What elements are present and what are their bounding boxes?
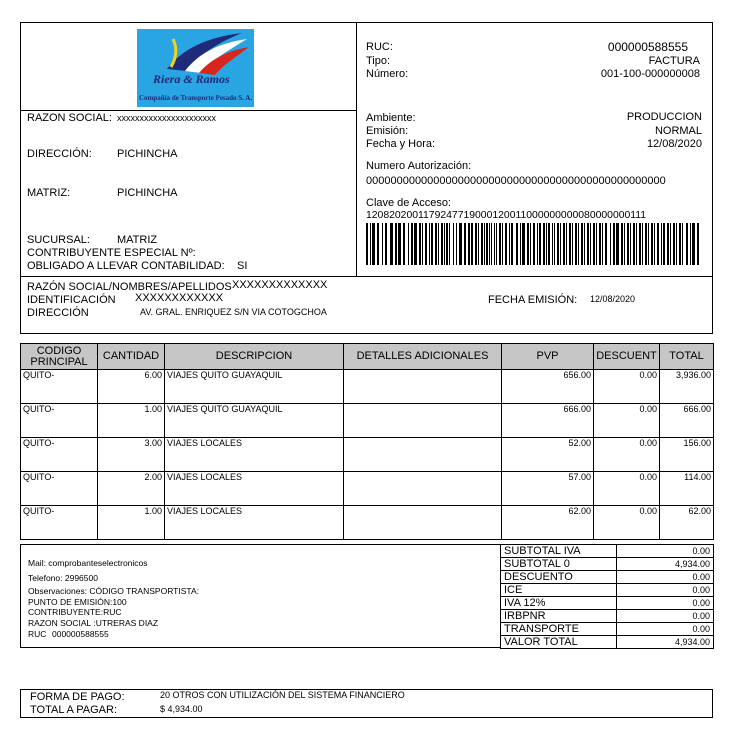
cell-cantidad: 1.00 (98, 404, 165, 438)
clave-acceso-label: Clave de Acceso: (366, 197, 451, 209)
barcode-bar (481, 223, 483, 265)
barcode-bar (624, 223, 625, 265)
matriz-label: MATRIZ: (27, 187, 71, 199)
barcode-bar (657, 223, 659, 265)
cell-descuento: 0.00 (594, 472, 660, 506)
barcode-bar (530, 223, 531, 265)
barcode-bar (408, 223, 409, 265)
cell-descuento: 0.00 (594, 370, 660, 404)
barcode-bar (491, 223, 492, 265)
cliente-direccion-label: DIRECCIÓN (27, 307, 89, 319)
barcode-bar (686, 223, 688, 265)
barcode-bar (599, 223, 601, 265)
barcode-bar (627, 223, 629, 265)
cell-total: 156.00 (660, 438, 714, 472)
transporte-value: 0.00 (617, 623, 714, 636)
barcode-bar (602, 223, 603, 265)
ruc-value: 000000588555 (607, 40, 688, 54)
barcode-bar (496, 223, 497, 265)
table-row (21, 506, 714, 540)
barcode-bar (679, 223, 681, 265)
cell-detalles (344, 370, 502, 404)
forma-pago-value: 20 OTROS CON UTILIZACIÓN DEL SISTEMA FINANCIERO (160, 690, 405, 700)
info-observaciones: Observaciones: CÓDIGO TRANSPORTISTA: (28, 586, 199, 596)
cell-codigo: QUITO- (21, 370, 98, 404)
sucursal-label: SUCURSAL: (27, 234, 90, 246)
barcode-bar (395, 223, 397, 265)
subtotal-iva-label: SUBTOTAL IVA (501, 545, 617, 558)
barcode-bar (509, 223, 510, 265)
barcode-bar (478, 223, 479, 265)
barcode-bar (566, 223, 567, 265)
info-ruc-value: 000000588555 (52, 629, 109, 639)
cell-descripcion: VIAJES LOCALES (165, 438, 344, 472)
cell-codigo: QUITO- (21, 506, 98, 540)
barcode-bar (419, 223, 421, 265)
totals-row (501, 636, 714, 649)
identificacion-value: XXXXXXXXXXXX (135, 292, 224, 304)
cell-cantidad: 1.00 (98, 506, 165, 540)
barcode-bar (446, 223, 448, 265)
autorizacion-value: 0000000000000000000000000000000000000000000000000 (366, 175, 666, 187)
barcode-bar (502, 223, 503, 265)
obligado-label: OBLIGADO A LLEVAR CONTABILIDAD: (27, 260, 225, 272)
barcode-bar (636, 223, 637, 265)
barcode-bar (414, 223, 417, 265)
barcode-bar (377, 223, 379, 265)
table-row (21, 438, 714, 472)
col-descripcion-header: DESCRIPCION (165, 344, 344, 370)
info-contribuyente: CONTRIBUYENTE:RUC (28, 607, 122, 617)
info-punto-emision: PUNTO DE EMISIÓN:100 (28, 597, 127, 607)
barcode-bar (667, 223, 669, 265)
cell-pvp: 62.00 (502, 506, 594, 540)
totals-row (501, 545, 714, 558)
items-table (20, 343, 714, 540)
clave-acceso-value: 1208202001179247719000120011000000000080000000111 (366, 210, 647, 221)
barcode-bar (411, 223, 413, 265)
cell-detalles (344, 404, 502, 438)
barcode-bar (676, 223, 677, 265)
cell-cantidad: 2.00 (98, 472, 165, 506)
emision-label: Emisión: (366, 125, 409, 137)
barcode-bar (516, 223, 518, 265)
barcode-bar (630, 223, 631, 265)
info-telefono: Telefono: 2996500 (28, 573, 98, 583)
barcode-bar (578, 223, 579, 265)
barcode-bar (486, 223, 488, 265)
total-pagar-label: TOTAL A PAGAR: (30, 704, 118, 716)
descuento-value: 0.00 (617, 571, 714, 584)
barcode-bar (670, 223, 671, 265)
cell-descripcion: VIAJES QUITO GUAYAQUIL (165, 370, 344, 404)
direccion-value: PICHINCHA (117, 148, 178, 160)
razon-social-label: RAZON SOCIAL: (27, 112, 112, 124)
barcode-bar (435, 223, 437, 265)
subtotal-0-value: 4,934.00 (617, 558, 714, 571)
barcode-bar (673, 223, 675, 265)
col-descuento-header: DESCUENT (594, 344, 660, 370)
subtotal-iva-value: 0.00 (617, 545, 714, 558)
barcode-bar (441, 223, 443, 265)
barcode-bar (464, 223, 466, 265)
barcode-bar (468, 223, 470, 265)
autorizacion-label: Numero Autorización: (366, 160, 472, 172)
cell-descripcion: VIAJES LOCALES (165, 506, 344, 540)
cell-total: 114.00 (660, 472, 714, 506)
tipo-label: Tipo: (366, 55, 391, 67)
barcode-bar (520, 223, 521, 265)
barcode-bar (616, 223, 619, 265)
barcode-bar (633, 223, 635, 265)
barcode-bar (642, 223, 643, 265)
subtotal-0-label: SUBTOTAL 0 (501, 558, 617, 571)
barcode-bar (584, 223, 585, 265)
cell-descuento: 0.00 (594, 438, 660, 472)
ambiente-value: PRODUCCION (626, 111, 702, 123)
barcode-bar (539, 223, 541, 265)
fecha-emision-label: FECHA EMISIÓN: (488, 294, 578, 306)
barcode-bar (560, 223, 561, 265)
barcode-bar (596, 223, 597, 265)
barcode-bar (537, 223, 538, 265)
barcode-bar (489, 223, 490, 265)
barcode-bar (533, 223, 535, 265)
barcode-bar (505, 223, 507, 265)
barcode-bar (663, 223, 665, 265)
ice-value: 0.00 (617, 584, 714, 597)
barcode-bar (605, 223, 607, 265)
barcode-bar (444, 223, 445, 265)
barcode-bar (572, 223, 573, 265)
barcode-bar (475, 223, 477, 265)
ambiente-label: Ambiente: (366, 112, 416, 124)
table-row (21, 404, 714, 438)
cliente-razon-value: XXXXXXXXXXXXX (232, 279, 328, 291)
barcode-bar (593, 223, 595, 265)
barcode-bar (385, 223, 387, 265)
obligado-value: SI (237, 260, 248, 272)
barcode-bar (554, 223, 555, 265)
totals-row (501, 623, 714, 636)
barcode-bar (645, 223, 647, 265)
barcode-bar (372, 223, 375, 265)
fecha-hora-label: Fecha y Hora: (366, 138, 436, 150)
logo-subtitle: Compañía de Transporte Pesado S. A. (139, 94, 253, 102)
barcode-bar (543, 223, 545, 265)
barcode-bar (587, 223, 589, 265)
cell-codigo: QUITO- (21, 472, 98, 506)
cell-detalles (344, 472, 502, 506)
cell-codigo: QUITO- (21, 404, 98, 438)
logo-brand: Riera & Ramos (153, 72, 230, 86)
barcode-bar (494, 223, 495, 265)
cell-descuento: 0.00 (594, 506, 660, 540)
barcode-bar (563, 223, 565, 265)
barcode-bar (654, 223, 655, 265)
barcode-bar (456, 223, 457, 265)
barcode-bar (422, 223, 423, 265)
barcode-bar (527, 223, 529, 265)
barcode-bar (398, 223, 401, 265)
barcode-bar (651, 223, 653, 265)
cell-total: 3,936.00 (660, 370, 714, 404)
cell-detalles (344, 506, 502, 540)
barcode-bar (590, 223, 591, 265)
numero-value: 001-100-000000008 (600, 68, 700, 80)
barcode-bar (610, 223, 611, 265)
barcode-bar (697, 223, 699, 265)
barcode-bar (425, 223, 427, 265)
sucursal-value: MATRIZ (117, 234, 158, 246)
cell-descripcion: VIAJES LOCALES (165, 472, 344, 506)
cell-pvp: 656.00 (502, 370, 594, 404)
valor-total-label: VALOR TOTAL (501, 636, 617, 649)
totals-row (501, 610, 714, 623)
cell-pvp: 57.00 (502, 472, 594, 506)
totals-row (501, 571, 714, 584)
cell-codigo: QUITO- (21, 438, 98, 472)
valor-total-value: 4,934.00 (617, 636, 714, 649)
barcode-bar (370, 223, 371, 265)
barcode-bar (459, 223, 462, 265)
totals-table (500, 544, 714, 649)
cliente-razon-label: RAZÓN SOCIAL/NOMBRES/APELLIDOS (27, 281, 232, 293)
cell-total: 666.00 (660, 404, 714, 438)
ruc-label: RUC: (366, 41, 393, 53)
barcode-bar (390, 223, 393, 265)
barcode-bar (429, 223, 430, 265)
barcode-bar (548, 223, 550, 265)
col-pvp-header: PVP (502, 344, 594, 370)
barcode-bar (484, 223, 485, 265)
descuento-label: DESCUENTO (501, 571, 617, 584)
emision-value: NORMAL (654, 125, 702, 137)
numero-label: Número: (366, 68, 409, 80)
barcode-bar (499, 223, 501, 265)
cell-detalles (344, 438, 502, 472)
razon-social-value: xxxxxxxxxxxxxxxxxxxxxx (117, 113, 216, 123)
barcode-bar (522, 223, 525, 265)
cell-cantidad: 6.00 (98, 370, 165, 404)
totals-row (501, 584, 714, 597)
barcode-bar (648, 223, 649, 265)
barcode-bar (449, 223, 450, 265)
cell-descripcion: VIAJES QUITO GUAYAQUIL (165, 404, 344, 438)
barcode-bar (661, 223, 662, 265)
barcode-bar (621, 223, 623, 265)
barcode-bar (639, 223, 641, 265)
cell-pvp: 52.00 (502, 438, 594, 472)
barcode-bar (557, 223, 559, 265)
barcode-bar (382, 223, 383, 265)
barcode-bar (546, 223, 547, 265)
col-detalles-header: DETALLES ADICIONALES (344, 344, 502, 370)
barcode-bar (438, 223, 439, 265)
forma-pago-label: FORMA DE PAGO: (30, 691, 125, 703)
barcode-bar (403, 223, 405, 265)
contribuyente-especial-label: CONTRIBUYENTE ESPECIAL Nº: (27, 247, 196, 259)
barcode-bar (692, 223, 695, 265)
tipo-value: FACTURA (648, 55, 700, 67)
table-row (21, 370, 714, 404)
barcode-bar (552, 223, 553, 265)
barcode (366, 223, 704, 265)
matriz-value: PICHINCHA (117, 187, 178, 199)
barcode-bar (366, 223, 368, 265)
irbpnr-label: IRBPNR (501, 610, 617, 623)
emisor-divider (20, 110, 357, 111)
total-pagar-value: $ 4,934.00 (160, 704, 203, 714)
info-ruc-label: RUC (28, 629, 47, 639)
items-header-row (21, 344, 714, 370)
barcode-bar (471, 223, 473, 265)
irbpnr-value: 0.00 (617, 610, 714, 623)
iva-label: IVA 12% (501, 597, 617, 610)
info-mail: Mail: comprobanteselectronicos (28, 558, 148, 568)
barcode-bar (575, 223, 577, 265)
col-cantidad-header: CANTIDAD (98, 344, 165, 370)
col-codigo-header: CODIGO PRINCIPAL (21, 344, 98, 370)
fecha-emision-value: 12/08/2020 (590, 294, 636, 304)
company-logo (137, 29, 254, 107)
fecha-hora-value: 12/08/2020 (646, 138, 702, 150)
totals-row (501, 558, 714, 571)
cell-total: 62.00 (660, 506, 714, 540)
cell-cantidad: 3.00 (98, 438, 165, 472)
iva-value: 0.00 (617, 597, 714, 610)
barcode-bar (431, 223, 433, 265)
barcode-bar (682, 223, 683, 265)
barcode-bar (569, 223, 571, 265)
col-total-header: TOTAL (660, 344, 714, 370)
barcode-bar (453, 223, 454, 265)
transporte-label: TRANSPORTE (501, 623, 617, 636)
table-row (21, 472, 714, 506)
barcode-bar (581, 223, 583, 265)
direccion-label: DIRECCIÓN: (27, 148, 92, 160)
ice-label: ICE (501, 584, 617, 597)
barcode-bar (613, 223, 615, 265)
cliente-direccion-value: AV. GRAL. ENRIQUEZ S/N VIA COTOGCHOA (140, 307, 327, 317)
cell-pvp: 666.00 (502, 404, 594, 438)
barcode-bar (690, 223, 691, 265)
totals-row (501, 597, 714, 610)
barcode-bar (511, 223, 513, 265)
cell-descuento: 0.00 (594, 404, 660, 438)
identificacion-label: IDENTIFICACIÓN (27, 294, 116, 306)
info-razon-social: RAZON SOCIAL :UTRERAS DIAZ (28, 618, 159, 628)
